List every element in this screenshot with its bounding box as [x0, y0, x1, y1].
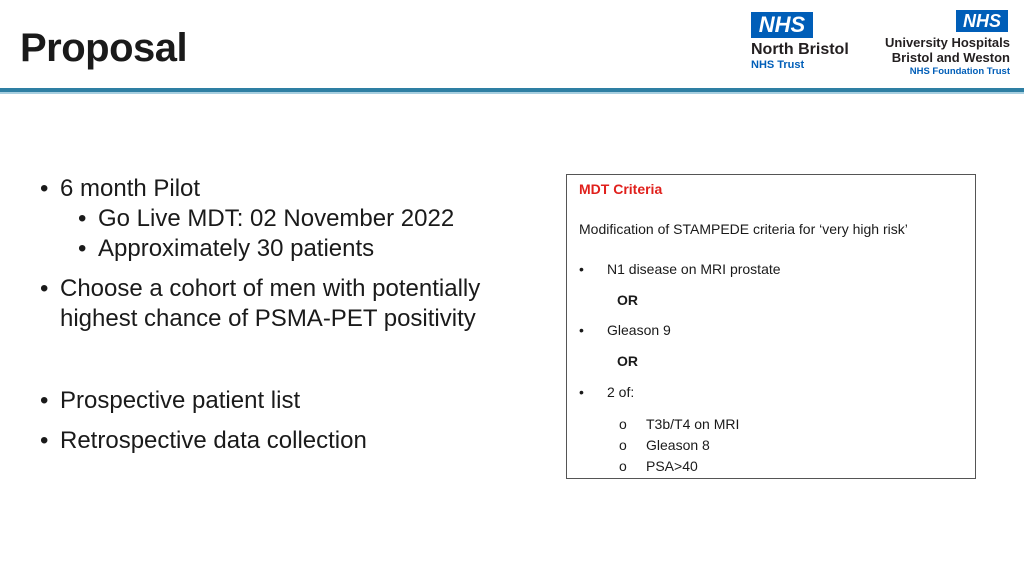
bullet-item: • Retrospective data collection: [40, 426, 520, 456]
logo-line-2: Bristol and Weston: [891, 50, 1010, 65]
nhs-logo-badge: NHS: [956, 10, 1008, 32]
or-label: OR: [617, 353, 638, 369]
bullet-item: • Prospective patient list: [40, 386, 520, 416]
bullet-icon: •: [579, 384, 584, 400]
logo-line-1: North Bristol: [751, 41, 849, 58]
or-label: OR: [617, 292, 638, 308]
slide-title: Proposal: [20, 26, 188, 70]
logo-line-3: NHS Foundation Trust: [909, 66, 1010, 77]
circle-bullet-icon: o: [619, 416, 627, 432]
logo-line-2: NHS Trust: [751, 59, 805, 71]
bullet-item: • Choose a cohort of men with potentially highest chance of PSMA-PET positivity: [40, 274, 520, 334]
bullet-icon: •: [579, 322, 584, 338]
sub-bullet-item: • Go Live MDT: 02 November 2022: [78, 204, 520, 234]
nhs-logo-badge: NHS: [751, 12, 813, 38]
bullet-item: • 6 month Pilot: [40, 174, 520, 204]
bullet-list: [40, 174, 520, 456]
logo-uhbw: [870, 10, 1010, 78]
bullet-icon: •: [579, 261, 584, 277]
sub-bullet-item: • Approximately 30 patients: [78, 234, 520, 264]
circle-bullet-icon: o: [619, 437, 627, 453]
logo-north-bristol: [751, 12, 849, 72]
criteria-title: MDT Criteria: [579, 181, 663, 197]
logo-line-1: University Hospitals: [885, 35, 1010, 50]
circle-bullet-icon: o: [619, 458, 627, 474]
mdt-criteria-box: MDT Criteria Modification of STAMPEDE criteria for ‘very high risk’ • N1 disease on MRI prostate OR • Gleason 9 OR • 2 of: o T3b/T4 on MRI o Gleason 8 o PSA>40: [566, 174, 976, 479]
criteria-intro: Modification of STAMPEDE criteria for ‘very high risk’: [579, 221, 908, 237]
title-divider-shadow: [0, 92, 1024, 94]
